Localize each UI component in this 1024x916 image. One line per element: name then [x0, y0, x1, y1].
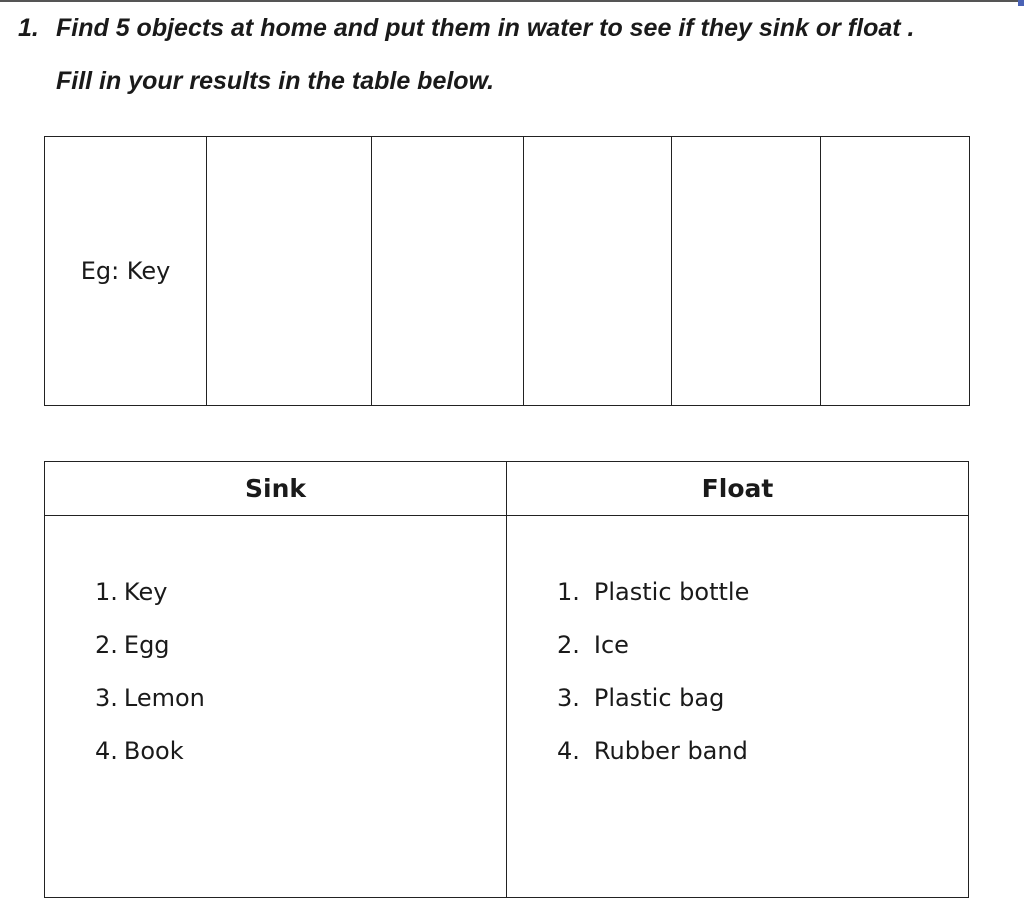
- question-subinstruction: Fill in your results in the table below.: [56, 67, 495, 95]
- sink-header: Sink: [45, 462, 507, 516]
- question-number: 1.: [18, 14, 39, 42]
- question-instruction: Find 5 objects at home and put them in water to see if they sink or float .: [56, 14, 915, 42]
- float-list: [507, 516, 968, 787]
- float-item: 1. Plastic bottle: [557, 578, 750, 606]
- sink-item: 3. Lemon: [95, 684, 205, 712]
- sink-item: 1. Key: [95, 578, 168, 606]
- results-header-row: [45, 462, 969, 516]
- top-border-line: [0, 0, 1024, 2]
- float-header: Float: [507, 462, 969, 516]
- results-body-row: [45, 516, 969, 898]
- objects-table: [44, 136, 970, 406]
- object-cell-6[interactable]: [821, 137, 970, 406]
- sink-cell[interactable]: [45, 516, 507, 898]
- results-table: [44, 461, 969, 898]
- objects-row: [45, 137, 970, 406]
- sink-item: 4. Book: [95, 737, 184, 765]
- object-cell-5[interactable]: [672, 137, 821, 406]
- float-item: 4. Rubber band: [557, 737, 748, 765]
- float-cell[interactable]: [507, 516, 969, 898]
- object-cell-4[interactable]: [524, 137, 672, 406]
- corner-marker: [1018, 0, 1024, 6]
- sink-list: [45, 516, 506, 787]
- object-cell-3[interactable]: [372, 137, 524, 406]
- sink-item: 2. Egg: [95, 631, 170, 659]
- object-cell-1[interactable]: Eg: Key: [45, 137, 207, 406]
- float-item: 2. Ice: [557, 631, 629, 659]
- float-item: 3. Plastic bag: [557, 684, 725, 712]
- object-cell-2[interactable]: [207, 137, 372, 406]
